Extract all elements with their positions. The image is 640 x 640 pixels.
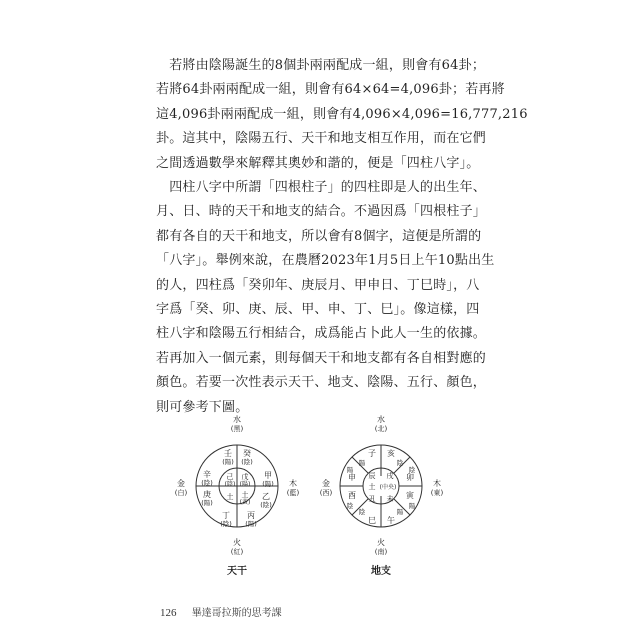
branch: 亥 xyxy=(387,449,395,458)
text-line: 若將64卦兩兩配成一組，則會有64×64=4,096卦；若再將 xyxy=(156,82,505,98)
branch: 卯 xyxy=(406,473,414,482)
stem-yinyang: (陰) xyxy=(241,458,253,466)
stem-inner: 己 xyxy=(226,473,234,481)
stem: 丁 xyxy=(222,511,230,520)
branch-inner-earth: 土 xyxy=(368,483,376,491)
branch-inner: 丑 xyxy=(368,495,376,503)
branch-center-label: (中央) xyxy=(379,484,397,491)
paragraph-2 xyxy=(156,176,495,420)
dizhi-caption: 地支 xyxy=(371,566,391,577)
stem-inner: 戊 xyxy=(241,473,249,481)
branch: 申 xyxy=(348,473,356,482)
stem-inner-earth: 土 xyxy=(226,493,234,501)
direction-east: 木 xyxy=(289,479,297,488)
branch-yinyang: 陰 xyxy=(396,459,404,467)
text-line: 四柱八字中所謂「四根柱子」的四柱即是人的出生年、 xyxy=(156,180,487,196)
stem-inner: 土 xyxy=(241,491,249,499)
direction-south: 火 xyxy=(233,538,241,547)
stem: 甲 xyxy=(264,471,272,480)
direction-east-label: (東) xyxy=(430,489,444,497)
stem: 乙 xyxy=(262,492,270,501)
tiangan-caption: 天干 xyxy=(227,566,247,577)
direction-north: 水 xyxy=(233,415,241,424)
stem: 癸 xyxy=(243,449,251,458)
branch-inner: 未 xyxy=(386,495,394,503)
branch-yinyang: 陰 xyxy=(358,508,366,516)
text-line: 柱八字和陰陽五行相結合，成爲能占卜此人一生的依據。 xyxy=(156,326,487,342)
branch-yinyang: 陽 xyxy=(358,459,366,467)
text-line: 若將由陰陽誕生的8個卦兩兩配成一組，則會有64卦； xyxy=(156,58,486,73)
direction-east: 木 xyxy=(433,479,441,488)
branch-yinyang: 陽 xyxy=(408,502,416,510)
stem: 壬 xyxy=(224,449,232,458)
branch-yinyang: 陰 xyxy=(346,502,354,510)
branch-yinyang: 陽 xyxy=(396,508,404,516)
branch: 午 xyxy=(387,516,395,525)
text-line: 月、日、時的天干和地支的結合。不過因爲「四根柱子」 xyxy=(156,204,487,220)
direction-west: 金 xyxy=(322,479,330,488)
body-text xyxy=(156,54,528,420)
direction-west-label: (西) xyxy=(319,489,333,497)
direction-south-color: (紅) xyxy=(230,548,244,556)
direction-west-color: (白) xyxy=(174,489,188,497)
direction-north: 水 xyxy=(377,415,385,424)
text-line: 之間透過數學來解釋其奧妙和諧的，便是「四柱八字」。 xyxy=(156,155,480,171)
stem-yinyang: (陽) xyxy=(245,520,257,528)
stem-yinyang: (陰) xyxy=(220,520,232,528)
stem-inner-yinyang: (陰) xyxy=(224,481,236,488)
text-line: 若再加入一個元素，則每個天干和地支都有各自相對應的 xyxy=(156,350,487,366)
branch: 子 xyxy=(368,449,376,458)
stem: 庚 xyxy=(203,490,211,499)
branch: 巳 xyxy=(368,516,376,525)
text-line: 這4,096卦兩兩配成一組，則會有4,096×4,096=16,777,216 xyxy=(156,106,528,122)
text-line: 顏色。若要一次性表示天干、地支、陰陽、五行、顏色， xyxy=(156,375,487,391)
text-line: 的人，四柱爲「癸卯年、庚辰月、甲申日、丁巳時」，八 xyxy=(156,277,480,293)
diagram-area xyxy=(160,408,480,584)
direction-north-label: (北) xyxy=(374,425,388,433)
branch-yinyang: 陽 xyxy=(346,466,354,474)
text-line: 則可參考下圖。 xyxy=(156,399,249,415)
branch-yinyang: 陰 xyxy=(408,466,416,474)
text-line: 卦。這其中，陰陽五行、天干和地支相互作用，而在它們 xyxy=(156,131,487,147)
stem-inner-yinyang: (陽) xyxy=(239,481,251,488)
dizhi-diagram xyxy=(308,408,458,584)
branch-inner: 戌 xyxy=(386,472,394,480)
page-footer xyxy=(160,604,282,619)
book-title: 畢達哥拉斯的思考課 xyxy=(191,608,282,619)
text-line: 都有各自的天干和地支，所以會有8個字，這便是所謂的 xyxy=(156,228,482,244)
direction-south: 火 xyxy=(377,538,385,547)
direction-east-color: (藍) xyxy=(286,489,300,497)
stem-yinyang: (陽) xyxy=(262,480,274,488)
branch: 寅 xyxy=(406,491,414,500)
stem-yinyang: (陽) xyxy=(222,458,234,466)
stem: 丙 xyxy=(247,511,255,520)
stem-yinyang: (陽) xyxy=(201,499,213,507)
text-line: 字爲「癸、卯、庚、辰、甲、申、丁、巳」。像這樣，四 xyxy=(156,302,480,318)
stem-yinyang: (陰) xyxy=(260,501,272,509)
text-line: 「八字」。舉例來說，在農曆2023年1月5日上午10點出生 xyxy=(156,253,495,269)
branch: 酉 xyxy=(348,491,356,500)
page-number: 126 xyxy=(160,607,177,619)
direction-west: 金 xyxy=(177,479,185,488)
stem-inner-color: (黃) xyxy=(239,499,251,506)
direction-north-color: (黑) xyxy=(230,425,244,433)
direction-south-label: (南) xyxy=(374,548,388,556)
paragraph-1 xyxy=(156,54,528,176)
stem: 辛 xyxy=(203,470,211,479)
branch-inner: 辰 xyxy=(368,472,376,480)
tiangan-diagram xyxy=(160,408,310,584)
stem-yinyang: (陰) xyxy=(201,479,213,487)
